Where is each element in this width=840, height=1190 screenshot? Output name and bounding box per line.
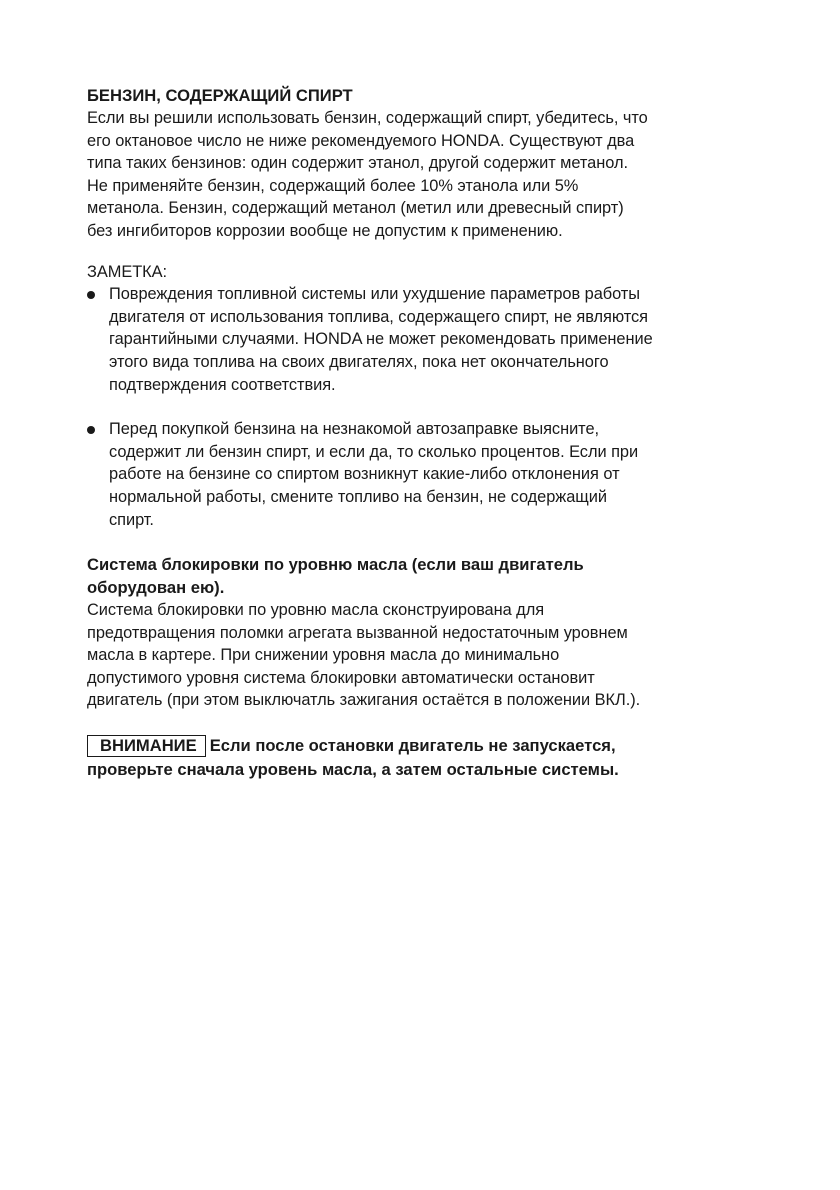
warning-block (87, 734, 767, 782)
warning-line: проверьте сначала уровень масла, а затем остальные системы. (87, 760, 619, 780)
section-oil-alert (87, 553, 767, 712)
paragraph-line: его октановое число не ниже рекомендуемого HONDA. Существуют два (87, 131, 635, 150)
bullet-dot-icon (87, 291, 95, 299)
paragraph-line: Не применяйте бензин, содержащий более 10% этанола или 5% (87, 176, 579, 195)
warning-label-box: ВНИМАНИЕ (87, 735, 206, 757)
bullet-line: двигателя от использования топлива, содержащего спирт, не являются (109, 307, 648, 326)
paragraph-line: масла в картере. При снижении уровня масла до минимально (87, 646, 560, 665)
bullet-line: нормальной работы, смените топливо на бензин, не содержащий (109, 487, 607, 506)
paragraph-line: допустимого уровня система блокировки автоматически остановит (87, 668, 595, 687)
note-block (87, 261, 767, 532)
paragraph-line: без ингибиторов коррозии вообще не допустим к применению. (87, 221, 563, 240)
bullet-line: гарантийными случаями. HONDA не может рекомендовать применение (109, 330, 653, 349)
paragraph-line: двигатель (при этом выключатль зажигания остаётся в положении ВКЛ.). (87, 691, 641, 710)
paragraph-line: типа таких бензинов: один содержит этанол, другой содержит метанол. (87, 154, 628, 173)
paragraph-line: Система блокировки по уровню масла сконструирована для (87, 601, 545, 620)
paragraph-line: метанола. Бензин, содержащий метанол (метил или древесный спирт) (87, 199, 624, 218)
warning-line (87, 734, 767, 758)
bullet-line: Перед покупкой бензина на незнакомой автозаправке выясните, (109, 420, 600, 439)
bullet-line: Повреждения топливной системы или ухудшение параметров работы (109, 285, 640, 304)
section-title-alcohol-fuel: БЕНЗИН, СОДЕРЖАЩИЙ СПИРТ (87, 86, 353, 105)
section-title-oil-alert: оборудован ею). (87, 578, 225, 598)
note-bullet-item (87, 283, 767, 396)
bullet-dot-icon (87, 426, 95, 434)
bullet-line: подтверждения соответствия. (109, 375, 336, 394)
note-label: ЗАМЕТКА: (87, 262, 168, 281)
bullet-line: содержит ли бензин спирт, и если да, то сколько процентов. Если при (109, 442, 639, 461)
bullet-line: работе на бензине со спиртом возникнут какие-либо отклонения от (109, 465, 620, 484)
bullet-line: этого вида топлива на своих двигателях, пока нет окончательного (109, 352, 609, 371)
paragraph-line: Если вы решили использовать бензин, содержащий спирт, убедитесь, что (87, 109, 648, 127)
paragraph-line: предотвращения поломки агрегата вызванной недостаточным уровнем (87, 623, 628, 642)
note-bullet-item (87, 418, 767, 531)
section-alcohol-fuel (87, 84, 767, 243)
document-page (87, 84, 767, 782)
warning-text: Если после остановки двигатель не запускается, (209, 736, 616, 756)
bullet-line: спирт. (109, 510, 154, 529)
section-title-oil-alert: Система блокировки по уровню масла (если ваш двигатель (87, 555, 584, 575)
